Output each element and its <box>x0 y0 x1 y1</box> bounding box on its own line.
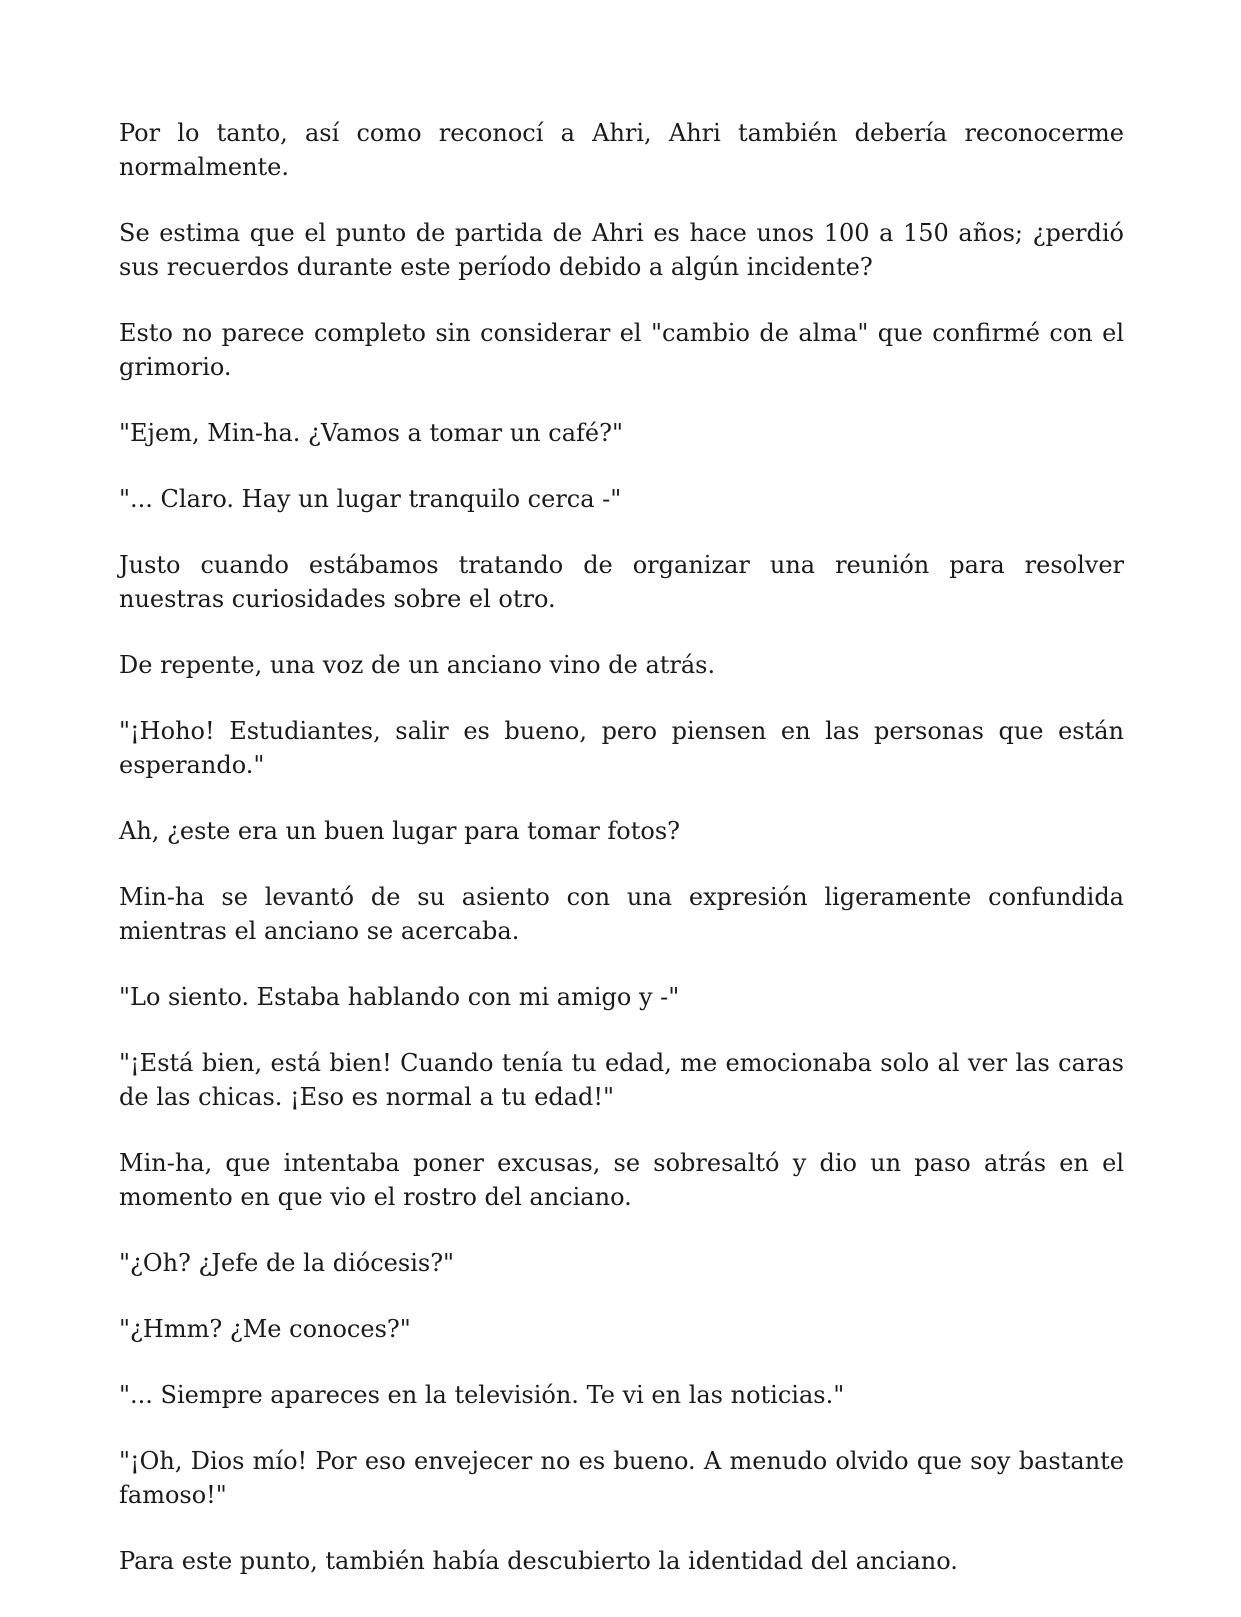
paragraph: "¡Hoho! Estudiantes, salir es bueno, pero piensen en las personas que están esperando." <box>119 717 1124 779</box>
document-body <box>119 116 1124 1610</box>
paragraph: De repente, una voz de un anciano vino de atrás. <box>119 651 716 679</box>
paragraph: Justo cuando estábamos tratando de organizar una reunión para resolver nuestras curiosidades sobre el otro. <box>119 551 1124 613</box>
paragraph: "¿Oh? ¿Jefe de la diócesis?" <box>119 1249 455 1277</box>
paragraph: Min-ha se levantó de su asiento con una expresión ligeramente confundida mientras el anciano se acercaba. <box>119 883 1124 945</box>
paragraph: Por lo tanto, así como reconocí a Ahri, Ahri también debería reconocerme normalmente. <box>119 119 1124 181</box>
paragraph: "... Claro. Hay un lugar tranquilo cerca -" <box>119 485 622 513</box>
paragraph: Min-ha, que intentaba poner excusas, se sobresaltó y dio un paso atrás en el momento en que vio el rostro del anciano. <box>119 1149 1124 1211</box>
paragraph: "... Siempre apareces en la televisión. Te vi en las noticias." <box>119 1381 845 1409</box>
paragraph: "Lo siento. Estaba hablando con mi amigo y -" <box>119 983 680 1011</box>
paragraph: "¡Oh, Dios mío! Por eso envejecer no es bueno. A menudo olvido que soy bastante famoso!" <box>119 1447 1124 1509</box>
paragraph: Para este punto, también había descubierto la identidad del anciano. <box>119 1547 958 1575</box>
paragraph: "¡Está bien, está bien! Cuando tenía tu edad, me emocionaba solo al ver las caras de las chicas. ¡Eso es normal a tu edad!" <box>119 1049 1124 1111</box>
paragraph: Esto no parece completo sin considerar el "cambio de alma" que confirmé con el grimorio. <box>119 319 1124 381</box>
paragraph: Ah, ¿este era un buen lugar para tomar fotos? <box>119 817 681 845</box>
paragraph: Se estima que el punto de partida de Ahri es hace unos 100 a 150 años; ¿perdió sus recuerdos durante este período debido a algún incidente? <box>119 219 1124 281</box>
paragraph: "¿Hmm? ¿Me conoces?" <box>119 1315 411 1343</box>
paragraph: "Ejem, Min-ha. ¿Vamos a tomar un café?" <box>119 419 623 447</box>
